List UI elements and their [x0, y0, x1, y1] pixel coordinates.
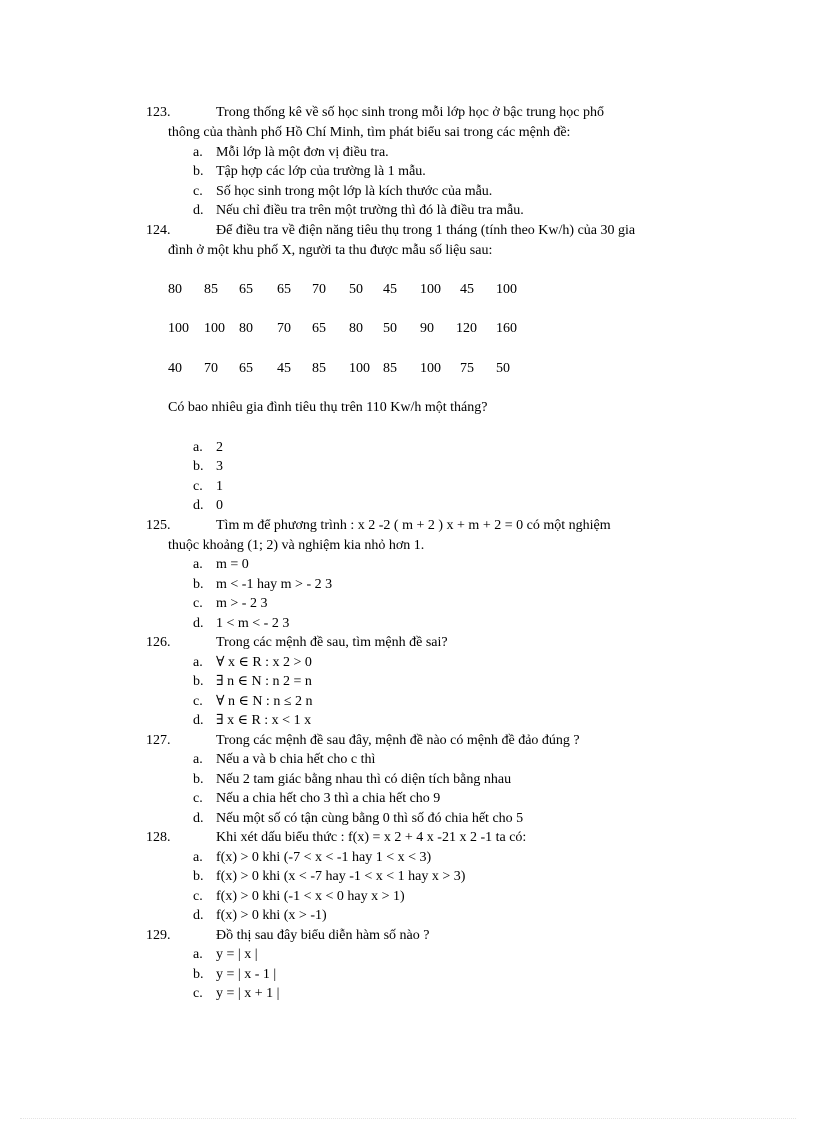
- question-number: 127.: [146, 733, 171, 748]
- option-label: a.: [193, 557, 203, 572]
- data-value: 50: [349, 282, 363, 297]
- option-text: ∀ x ∈ R : x 2 > 0: [216, 655, 312, 670]
- data-value: 65: [312, 321, 326, 336]
- question-text: Tìm m để phương trình : x 2 -2 ( m + 2 ) x + m + 2 = 0 có một nghiệm: [216, 518, 611, 533]
- data-value: 160: [496, 321, 517, 336]
- option-label: c.: [193, 479, 203, 494]
- option-text: m > - 2 3: [216, 596, 268, 611]
- question-text-continued: thuộc khoảng (1; 2) và nghiệm kia nhỏ hơn 1.: [168, 538, 425, 553]
- option-label: d.: [193, 203, 204, 218]
- option-label: c.: [193, 889, 203, 904]
- data-value: 100: [496, 282, 517, 297]
- data-value: 80: [239, 321, 253, 336]
- option-label: d.: [193, 713, 204, 728]
- page-bottom-rule: [20, 1118, 796, 1119]
- option-label: b.: [193, 869, 204, 884]
- data-value: 75: [460, 361, 474, 376]
- option-text: 2: [216, 440, 223, 455]
- option-text: y = | x |: [216, 947, 258, 962]
- option-label: b.: [193, 459, 204, 474]
- option-label: d.: [193, 616, 204, 631]
- option-text: 1: [216, 479, 223, 494]
- data-value: 100: [420, 282, 441, 297]
- option-text: y = | x - 1 |: [216, 967, 277, 982]
- option-text: 1 < m < - 2 3: [216, 616, 290, 631]
- option-text: ∃ n ∈ N : n 2 = n: [216, 674, 312, 689]
- data-value: 80: [349, 321, 363, 336]
- question-text: Có bao nhiêu gia đình tiêu thụ trên 110 Kw/h một tháng?: [168, 400, 488, 415]
- data-value: 100: [349, 361, 370, 376]
- data-value: 70: [277, 321, 291, 336]
- data-value: 100: [420, 361, 441, 376]
- question-text: Khi xét dấu biểu thức : f(x) = x 2 + 4 x -21 x 2 -1 ta có:: [216, 830, 527, 845]
- data-value: 85: [204, 282, 218, 297]
- question-text-continued: thông của thành phố Hồ Chí Minh, tìm phát biểu sai trong các mệnh đề:: [168, 125, 571, 140]
- option-label: b.: [193, 164, 204, 179]
- option-label: a.: [193, 145, 203, 160]
- option-text: Nếu 2 tam giác bằng nhau thì có diện tích bằng nhau: [216, 772, 512, 787]
- option-text: ∀ n ∈ N : n ≤ 2 n: [216, 694, 313, 709]
- option-label: c.: [193, 694, 203, 709]
- question-text: Trong thống kê về số học sinh trong mỗi lớp học ở bậc trung học phổ: [216, 105, 604, 120]
- option-label: b.: [193, 577, 204, 592]
- data-value: 65: [239, 282, 253, 297]
- option-text: f(x) > 0 khi (x < -7 hay -1 < x < 1 hay x > 3): [216, 869, 466, 884]
- option-text: Nếu một số có tận cùng bằng 0 thì số đó chia hết cho 5: [216, 811, 524, 826]
- option-label: a.: [193, 440, 203, 455]
- option-label: d.: [193, 498, 204, 513]
- data-value: 120: [456, 321, 477, 336]
- option-text: Nếu chỉ điều tra trên một trường thì đó là điều tra mẫu.: [216, 203, 524, 218]
- data-value: 50: [383, 321, 397, 336]
- question-number: 129.: [146, 928, 171, 943]
- question-number: 125.: [146, 518, 171, 533]
- data-value: 45: [383, 282, 397, 297]
- option-label: b.: [193, 772, 204, 787]
- question-number: 123.: [146, 105, 171, 120]
- data-value: 45: [277, 361, 291, 376]
- data-value: 70: [204, 361, 218, 376]
- question-text-continued: đình ở một khu phố X, người ta thu được mẫu số liệu sau:: [168, 243, 493, 258]
- option-label: c.: [193, 184, 203, 199]
- option-label: a.: [193, 947, 203, 962]
- option-text: ∃ x ∈ R : x < 1 x: [216, 713, 312, 728]
- data-value: 100: [204, 321, 225, 336]
- data-value: 50: [496, 361, 510, 376]
- option-text: f(x) > 0 khi (x > -1): [216, 908, 327, 923]
- option-label: a.: [193, 752, 203, 767]
- data-value: 65: [239, 361, 253, 376]
- data-value: 85: [312, 361, 326, 376]
- question-text: Đồ thị sau đây biểu diễn hàm số nào ?: [216, 928, 430, 943]
- data-value: 100: [168, 321, 189, 336]
- option-text: 3: [216, 459, 223, 474]
- data-value: 70: [312, 282, 326, 297]
- option-text: Nếu a và b chia hết cho c thì: [216, 752, 376, 767]
- option-text: f(x) > 0 khi (-7 < x < -1 hay 1 < x < 3): [216, 850, 432, 865]
- option-label: d.: [193, 811, 204, 826]
- option-label: c.: [193, 596, 203, 611]
- data-value: 40: [168, 361, 182, 376]
- question-text: Để điều tra về điện năng tiêu thụ trong 1 tháng (tính theo Kw/h) của 30 gia: [216, 223, 636, 238]
- option-text: Nếu a chia hết cho 3 thì a chia hết cho 9: [216, 791, 441, 806]
- option-text: f(x) > 0 khi (-1 < x < 0 hay x > 1): [216, 889, 405, 904]
- data-value: 85: [383, 361, 397, 376]
- option-label: a.: [193, 850, 203, 865]
- option-text: m = 0: [216, 557, 249, 572]
- option-text: Mỗi lớp là một đơn vị điều tra.: [216, 145, 389, 160]
- data-value: 90: [420, 321, 434, 336]
- option-label: a.: [193, 655, 203, 670]
- data-value: 65: [277, 282, 291, 297]
- option-label: b.: [193, 674, 204, 689]
- option-label: c.: [193, 986, 203, 1001]
- question-text: Trong các mệnh đề sau, tìm mệnh đề sai?: [216, 635, 448, 650]
- question-number: 128.: [146, 830, 171, 845]
- option-label: b.: [193, 967, 204, 982]
- option-text: Số học sinh trong một lớp là kích thước của mẫu.: [216, 184, 493, 199]
- option-text: 0: [216, 498, 223, 513]
- option-label: c.: [193, 791, 203, 806]
- option-text: Tập hợp các lớp của trường là 1 mẫu.: [216, 164, 426, 179]
- option-text: m < -1 hay m > - 2 3: [216, 577, 333, 592]
- option-label: d.: [193, 908, 204, 923]
- question-text: Trong các mệnh đề sau đây, mệnh đề nào có mệnh đề đảo đúng ?: [216, 733, 580, 748]
- data-value: 80: [168, 282, 182, 297]
- option-text: y = | x + 1 |: [216, 986, 280, 1001]
- question-number: 124.: [146, 223, 171, 238]
- data-value: 45: [460, 282, 474, 297]
- question-number: 126.: [146, 635, 171, 650]
